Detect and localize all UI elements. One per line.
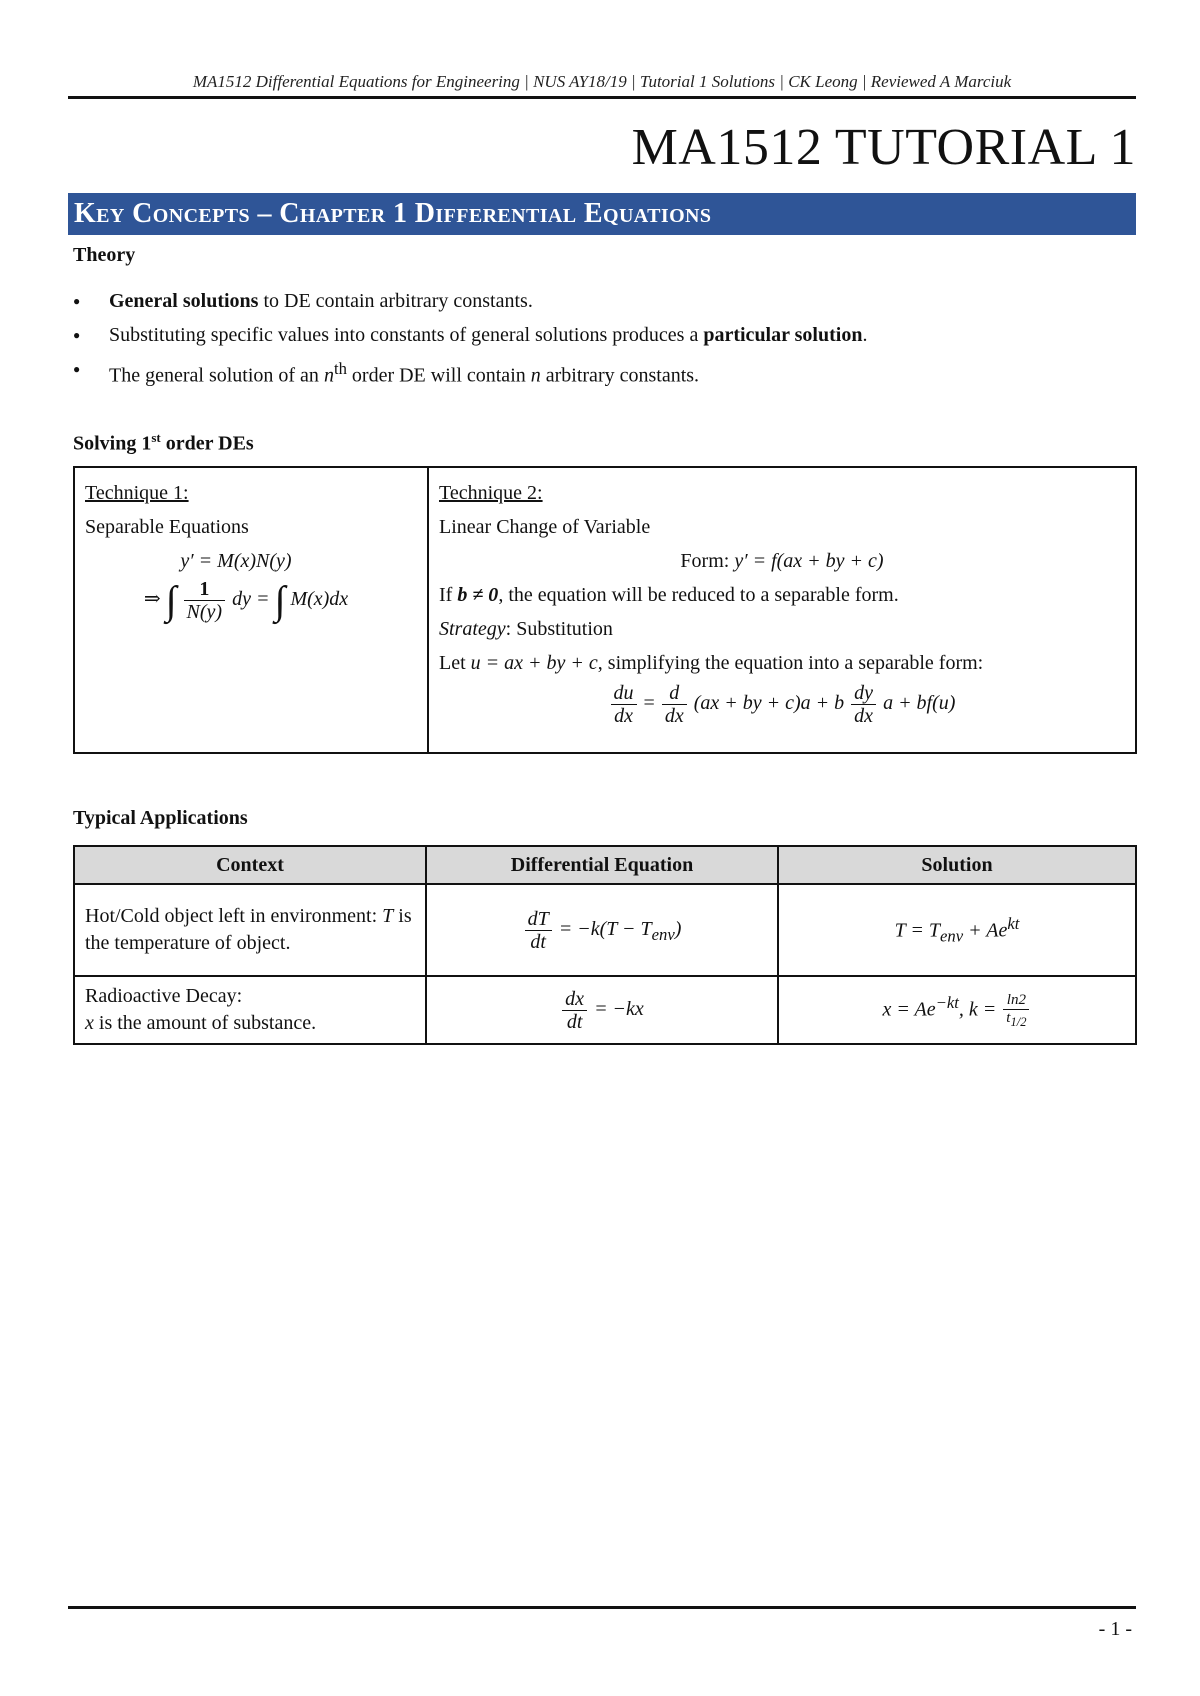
implies-symbol: ⇒ [143, 588, 161, 611]
col-context: Context [74, 846, 426, 884]
frac-num: 1 [184, 578, 226, 601]
page-number: - 1 - [1098, 1618, 1132, 1640]
bullet-text: arbitrary constants. [540, 364, 700, 387]
bullet-text: to DE contain arbitrary constants. [258, 290, 533, 312]
theory-list [73, 284, 1133, 393]
ctx-var: T [382, 905, 394, 927]
separable-form-equation: y′ = M(x)N(y) [180, 550, 292, 572]
frac-num: du [611, 682, 637, 705]
section-banner: Key Concepts – Chapter 1 Differential Equations [68, 193, 1136, 235]
frac-den: dx [664, 705, 684, 727]
table-header-row [74, 846, 1136, 884]
de-cell [426, 976, 778, 1044]
frac-den: dt [530, 930, 546, 953]
bullet-text: . [862, 324, 868, 346]
sol-text: T = T [894, 919, 940, 942]
list-item [73, 318, 1133, 352]
sol-sup: kt [1007, 914, 1020, 934]
math-th: th [333, 359, 347, 378]
de-cell [426, 884, 778, 976]
separable-integral-equation [85, 578, 417, 623]
term-general-solutions: General solutions [109, 290, 259, 312]
strategy-line [439, 612, 1125, 646]
technique-2-cell [428, 467, 1136, 753]
context-cell [74, 976, 426, 1044]
frac-den: dx [854, 705, 874, 727]
fraction [562, 988, 587, 1033]
fraction [611, 682, 637, 727]
bullet-text: Substituting specific values into constants of general solutions produces a [109, 324, 704, 346]
sol-text: , k = [958, 998, 997, 1021]
frac-den [1003, 1010, 1029, 1031]
sol-sub: env [940, 926, 964, 946]
solving-heading [73, 430, 254, 456]
let-equation: u = ax + by + c [470, 652, 598, 674]
table-row [74, 884, 1136, 976]
eq-text: ) [674, 917, 682, 940]
integral-symbol: ∫ [274, 577, 286, 623]
bullet-text: The general solution of an [109, 364, 324, 387]
substitution-derivative-equation: $\frac{du}{dx}$ = $\frac{d}{dx}$ (ax + by + c)a + b $\frac{dy}{dx}$ a + bf(u) [439, 682, 1125, 727]
strategy-text: : Substitution [505, 618, 613, 640]
sol-text: + Ae [963, 919, 1008, 942]
eq-text: M(x)dx [290, 588, 349, 611]
fraction [662, 682, 687, 727]
frac-den-text: t [1006, 1009, 1011, 1026]
form-label: Form: [680, 550, 735, 572]
frac-num: dx [562, 988, 587, 1011]
eq-sub: env [651, 924, 675, 944]
theory-heading: Theory [73, 244, 136, 266]
eq-text: = −k(T − T [558, 917, 652, 940]
heading-sup: st [151, 430, 161, 445]
applications-table [73, 845, 1137, 1045]
frac-den: N(y) [186, 601, 223, 623]
technique-1-name: Separable Equations [85, 516, 249, 538]
let-text: , simplifying the equation into a separable form: [597, 652, 984, 674]
cond-equation: b ≠ 0 [457, 584, 499, 606]
technique-1-label: Technique 1: [85, 482, 189, 504]
fraction [525, 908, 552, 953]
ctx-text: is the amount of substance. [93, 1012, 317, 1034]
ctx-text: Radioactive Decay: [85, 985, 243, 1007]
substitution-line [439, 646, 1125, 680]
frac-den: dt [566, 1010, 583, 1033]
applications-heading: Typical Applications [73, 807, 248, 829]
fraction [1003, 992, 1029, 1031]
header-rule [68, 96, 1136, 99]
frac-num: dy [851, 682, 876, 705]
technique-1-cell [74, 467, 428, 753]
table-row [74, 976, 1136, 1044]
frac-den-sub: 1/2 [1010, 1014, 1027, 1029]
technique-2-label: Technique 2: [439, 482, 543, 504]
col-differential-equation: Differential Equation [426, 846, 778, 884]
condition-line [439, 578, 1125, 612]
integral-symbol: ∫ [165, 577, 177, 623]
let-text: Let [439, 652, 471, 674]
col-solution: Solution [778, 846, 1136, 884]
techniques-table [73, 466, 1137, 754]
frac-num: dT [525, 908, 552, 931]
sol-sup: −kt [935, 993, 959, 1013]
bullet-text: order DE will contain [346, 364, 531, 387]
math-n: n [530, 364, 541, 387]
fraction [851, 682, 876, 727]
frac-num: d [662, 682, 687, 705]
sol-text: x = Ae [882, 998, 936, 1021]
solution-cell [778, 884, 1136, 976]
fraction [184, 578, 226, 623]
ctx-var: x [85, 1012, 94, 1034]
ctx-text: is the temperature of object. [85, 905, 412, 954]
linear-change-form [439, 544, 1125, 578]
term-particular-solution: particular solution [703, 324, 863, 346]
heading-text: Solving 1 [73, 432, 152, 455]
frac-den: dx [614, 705, 633, 727]
form-equation: y′ = f(ax + by + c) [734, 550, 884, 572]
cond-text: If [439, 584, 458, 606]
list-item [73, 284, 1133, 318]
running-header: MA1512 Differential Equations for Engineering | NUS AY18/19 | Tutorial 1 Solutions | CK Leong | Reviewed A Marciuk [192, 72, 1012, 91]
cond-text: , the equation will be reduced to a separable form. [498, 584, 899, 606]
context-cell [74, 884, 426, 976]
strategy-label: Strategy [439, 618, 506, 640]
eq-text: (ax + by + c)a + b [693, 692, 845, 715]
eq-text: dy = [232, 588, 270, 611]
math-n: n [323, 364, 334, 387]
heading-text: order DEs [160, 432, 254, 455]
eq-text: a + bf(u) [883, 692, 956, 715]
solution-cell [778, 976, 1136, 1044]
list-item [73, 352, 1133, 393]
ctx-text: Hot/Cold object left in environment: [85, 905, 383, 927]
page-title: MA1512 TUTORIAL 1 [631, 119, 1136, 176]
footer-rule [68, 1606, 1136, 1609]
frac-num: ln2 [1003, 992, 1029, 1010]
eq-text: = −kx [594, 997, 644, 1020]
technique-2-name: Linear Change of Variable [439, 516, 651, 538]
